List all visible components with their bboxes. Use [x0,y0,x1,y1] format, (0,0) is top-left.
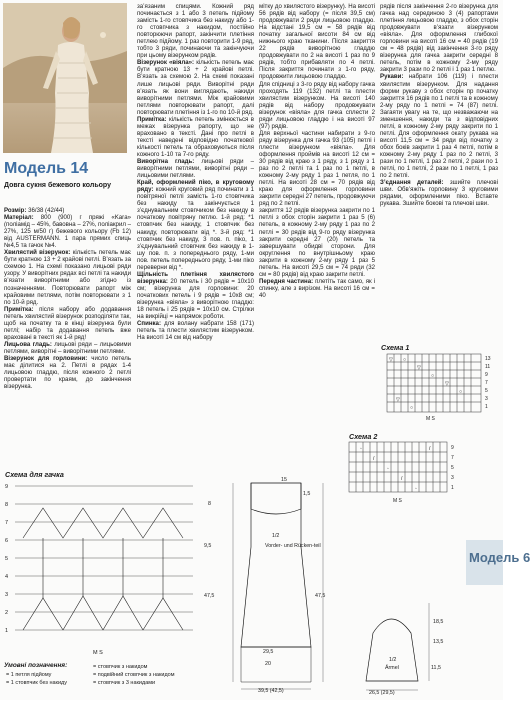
hook-row-5: 5 [5,556,9,562]
hook-row-7: 7 [5,520,9,526]
material-paragraph: Матеріал: 800 (900) г пряжі «Kara» (поліамід – 45%, бавовна – 27%, поліакрил – 27%, 125 м/50 г) бежевого кольору (Fb 12) від AUSTERMANN. 1 пара прямих спиць №4,5 та гачок №4. [4,214,131,250]
svg-text:▽: ▽ [417,365,421,371]
hook-row-8: 8 [5,502,9,508]
back-paragraph: Спинка: для волану набрати 158 (171) петель та плести хвилястим візерунком. На висоті 14 см від набору [137,320,254,342]
dim-8: 8 [208,501,211,507]
s2-row-9: 9 [451,445,454,451]
svg-text:◦: ◦ [360,446,362,452]
s1-row-7: 7 [485,380,488,386]
svg-text:◦: ◦ [387,466,389,472]
legend-title: Умовні позначення: [4,662,68,669]
reverse-stockinette-paragraph: Виворітна гладь: лицьові ряди – виворітними петлями, виворітні ряди – лицьовими петлями. [137,158,254,180]
front-back-label: Vorder- und Rücken-teil [265,543,321,549]
legend-triple-crochet: = стовпчик з 3 накидами [93,680,156,686]
model-photo [3,3,127,153]
svg-text:/: / [401,476,403,482]
dim-47-5-left: 47,5 [204,593,215,599]
svg-text:○: ○ [459,389,463,395]
s1-row-3: 3 [485,396,488,402]
legend-double-crochet: = стовпчик з накидом [93,664,148,670]
s2-ms-label: M S [393,498,402,504]
svg-text:▽: ▽ [445,381,449,387]
gauge-paragraph: Щільність плетіння хвилястого візерунка: 20 петель і 30 рядів = 10х10 см; візерунка для горловини: 20 початкових петель і 9 рядів = 10х8 см; візерунка «віяла» з виворітною гладдю: 18 петель і 25 рядів = 10х10 см. Стрілки на викрійці = напрямок роботи. [137,270,254,321]
s1-row-1: 1 [485,404,488,410]
dim-20: 20 [265,661,271,667]
hook-row-4: 4 [5,574,9,580]
right-text-column-b [380,3,498,341]
middle-paragraph-1: за’язаним спицями. Кожний ряд починається з 1 або 3 петель підйому замість 1-го стовпчика без накиду або 1-го стовпчика з накидом, постійно повторюючи рапорт, закінчити плетіння петлею підйому. 1 раз повторити 1-9 ряд, тобто 3 ряди, починаючи та закінчуючи при цьому візерунком рядів. [137,3,254,60]
picot-edge-paragraph: Край, оформлений піко, в круговому ряду: кожний круговий ряд починати з 1 повітряної петлі замість 1-го стовпчика без накиду та закінчується 1 з’єднувальним стовпчиком без накиду в початкову повітряну петлю. 1-й ряд: *1 стовпчик без накиду, 1 стовпчик без накиду, повторювати від *. 3-й ряд: *1 стовпчик без накиду, 3 пов. п. піко, 1 з’єднувальний стовпчик без накиду в 1-шу пов. п. з попереднього ряду, 1-ми пов. петель попереднього ряду, 1-ми піко переверни від *. [137,179,254,271]
middle-text-column [137,3,254,465]
right-text-column-a [259,3,378,465]
dim-26-5: 26,5 (29,5) [369,690,395,696]
s2-row-1: 1 [451,485,454,491]
svg-text:▽: ▽ [396,397,400,403]
legend-single-crochet: = 1 стовпчик без накиду [6,680,67,686]
s1-row-9: 9 [485,372,488,378]
right-b-paragraph-1: рядів після закінчення 2-го візерунка для гачка над серединою 3 (4) рапортами плетіння лицьовою гладдю, з обох сторін продовжувати в’язати візерунком «віяла». Для оформлення глибокої горловини на висоті 16 см = 40 рядів (19 см = 48 рядів) від закінчення 3-го ряду візерунка для гачка закрити середні 8 петель, потім в кожному 2-му ряду закрити 3 рази по 2 петлі і 1 раз 1 петлю. [380,3,498,74]
right-c-paragraph-1: закриття 12 рядів візерунка закрити по 1 петлі з обох сторін закрити 1 раз 5 (6) петель, в кожному 2-му ряду 1 раз по 2 петлі = 30 рядів від 9-го ряду візерунка закрити середні 27 (20) петель та завершувати обидві сторони. Для округлення по внутрішньому краю закрити в кожному 2-му ряду 1 раз 5 петель. На висоті 29,5 см = 74 ряди (32 см = 80 рядів) від краю закрити петлі. [259,207,375,278]
s1-ms-label: M S [426,416,435,422]
note-paragraph: Примітка: після набору або додавання петель хвилястий візерунок розподіляти так, щоб на початку та в кінці візерунка були петлі; набір та додавання петель вже враховані в тексті як 1-й ряд! [4,305,131,341]
s2-row-3: 3 [451,475,454,481]
dim-13-5: 13,5 [433,639,444,645]
svg-text:/: / [429,446,431,452]
sleeves-paragraph: Рукави: набрати 106 (119) і плести хвилястим візерунком. Для надання форми рукаву з обох сторін пр початку закриття 16 рядів по 1 петлі та в кожному 2-му ряду по 1 петлі = 74 (87) петлі. Загаяти увагу на те, що незважаючи на зменшення, накиди та з відповідних петлі, в кожному 2-му ряду закрити по 1 петлі. Для оформлення окату рукава на висоті 11,5 см = 34 ряди від початку з обох боків закрити 1 раз 4 петлі, потім в кожному 2-му ряду 1 раз по 2 петлі, 3 рази по 1 петлі, 1 раз 2 петлі, 2 рази по 1 петлі, по 1 петлі, 2 рази по 1 петлі, 1 раз по 2 петлі. [380,73,498,180]
sleeve-label: Ärmel [385,665,399,671]
neckline-paragraph: Візерунок для горловини: число петель має ділитися на 2. Петлі в рядах 1-4 лицьовою гладдю, після кожного 2 петлі провертати по краям, до закінчення візерунка. [4,354,131,391]
hook-row-2: 2 [5,610,9,616]
dim-18-5: 18,5 [433,619,444,625]
right-a-paragraph-2: Для спідниці з 3-го ряду від набору гачка проходять 119 (132) петлі та плести хвилястим візерунком. На висоті 140 рядів від набору продовжувати візерунок «віяла» для гачка сплести 2 ряди лицьовою гладдю і на висоті 97 (97) рядів. [259,80,375,130]
svg-text:◦: ◦ [415,486,417,492]
dim-11-5: 11,5 [431,665,441,671]
s1-row-13: 13 [485,356,491,362]
model-title: Модель 14 [4,160,89,177]
scheme1-title: Схема 1 [381,343,410,352]
dim-9-5: 9,5 [204,543,212,549]
size-paragraph: Розмір: 36/38 (42/44) [4,207,65,214]
svg-text:▽: ▽ [389,357,393,363]
svg-text:○: ○ [403,357,407,363]
s1-row-11: 11 [485,364,491,370]
assembly-paragraph: З’єднання деталей: зшийте плечові шви. Обв’яжіть горловину 3 круговими рядами, оформленими піко. Вставте рукава. Зшийте бокові та плечові шви. [380,179,499,208]
s2-row-7: 7 [451,455,454,461]
svg-text:○: ○ [410,405,414,411]
hook-row-9: 9 [5,484,9,490]
dim-39-5: 39,5 (42,5) [258,688,284,694]
side-band-label: Модель 6 [469,550,530,565]
sleeve-half: 1/2 [389,657,397,663]
dim-29-5: 29,5 [263,649,274,655]
hook-row-1: 1 [5,628,9,634]
right-a-paragraph-1: мітку до хвилястого візерунку). На висоті 56 рядів від набору (= після 39,5 см) продовжувати 2 ряди лицьовою гладдю. На відстані 19,5 см = 58 рядів від початку загальної висоти 84 см від нижнього краю тканини. Після закриття 22 рядів виворітною гладдю продовжувати по 2 на висоті 1 раз по 9 рядів, тобто прибавляти по 4 петлі. Після закриття починати з 1-го ряду, продовжити лицьовою гладдю. [259,3,375,81]
s2-row-5: 5 [451,465,454,471]
sleeve-pattern-chart [341,585,499,697]
legend-double-treble: = подвійний стовпчик з накидом [93,672,175,678]
scheme1-chart [381,352,499,424]
scheme2-title: Схема 2 [349,432,378,441]
hook-ms-label: M S [93,650,103,656]
wave-pattern-paragraph: Хвилястий візерунок: кількість петель має бути кратною 13 + 2 крайові петлі. В’язать за схемою 1. На схемі показано лицьові ряди узору. У виворітних рядах всі петлі та накиди в’язати виворітними або згідно із позначеннями. Повторювати рапорт між крайовими петлями, потім повторювати з 1 по 10-й ряд. [4,249,132,306]
right-a-paragraph-3: Для верхньої частини набирати з 9-го ряду візерунка для гачка 93 (105) петлі і плести візерунком «віяла». Для оформлення проймів на висоті 12 см = 30 рядів від краю з 1 ряду, з 1 ряду з 1 раз по 2 петлі та 1 раз по 1 петлі, в кожному 2-му ряду 1 раз 1 петля, по 1 петлі. На висоті 28 см = 70 рядів від краю для оформлення горловини закрити середні 27 петель, продовжуючи ряд по 2 петлі. [259,129,375,208]
dim-1-5: 1,5 [303,491,311,497]
dim-47-5-right: 47,5 [315,593,326,599]
middle-note-paragraph: Примітка: кількість петель змінюється в межах візерунка рапорту, що не враховано в тексті. Дані про петлі в тексті наведені відповідно початкової кількості петель та обраховуються після кожного 1-10 та 7-го ряду. [137,115,255,158]
hook-scheme-title: Схема для гачка [5,470,64,479]
front-paragraph: Передня частина: плетіть так само, як і спинку, але з вирізом. На висоті 16 см = 40 [259,277,375,299]
model-subtitle: Довга сукня бежевого кольору [4,182,111,189]
svg-text:/: / [373,456,375,462]
fan-pattern-paragraph: Візерунок «віяла»: кількість петель має бути кратною 13 + 2 крайові петлі. В’язать за схемою 2. На схемі показані лише лицьові ряди. Виворітні ряди в’язать як вони виглядають, накиди виворітними петлями. Між крайовими петлями повторювати рапорт, далі повторювати плетіння із 1-го по 10-й ряд. [137,59,255,116]
hook-row-3: 3 [5,592,9,598]
svg-text:○: ○ [431,373,435,379]
dim-15: 15 [281,477,287,483]
scheme2-chart [345,440,463,510]
side-model-band [466,540,530,585]
legend-chain-stitch: = 1 петля підйому [6,672,52,678]
pattern-layout-chart [203,477,341,695]
stockinette-paragraph: Лицьова гладь: лицьові ряди – лицьовими петлями, виворітні – виворітними петлями. [4,340,132,355]
front-back-half: 1/2 [272,533,280,539]
s1-row-5: 5 [485,388,488,394]
hook-scheme-chart [3,478,200,658]
left-text-column [4,207,131,465]
hook-row-6: 6 [5,538,9,544]
